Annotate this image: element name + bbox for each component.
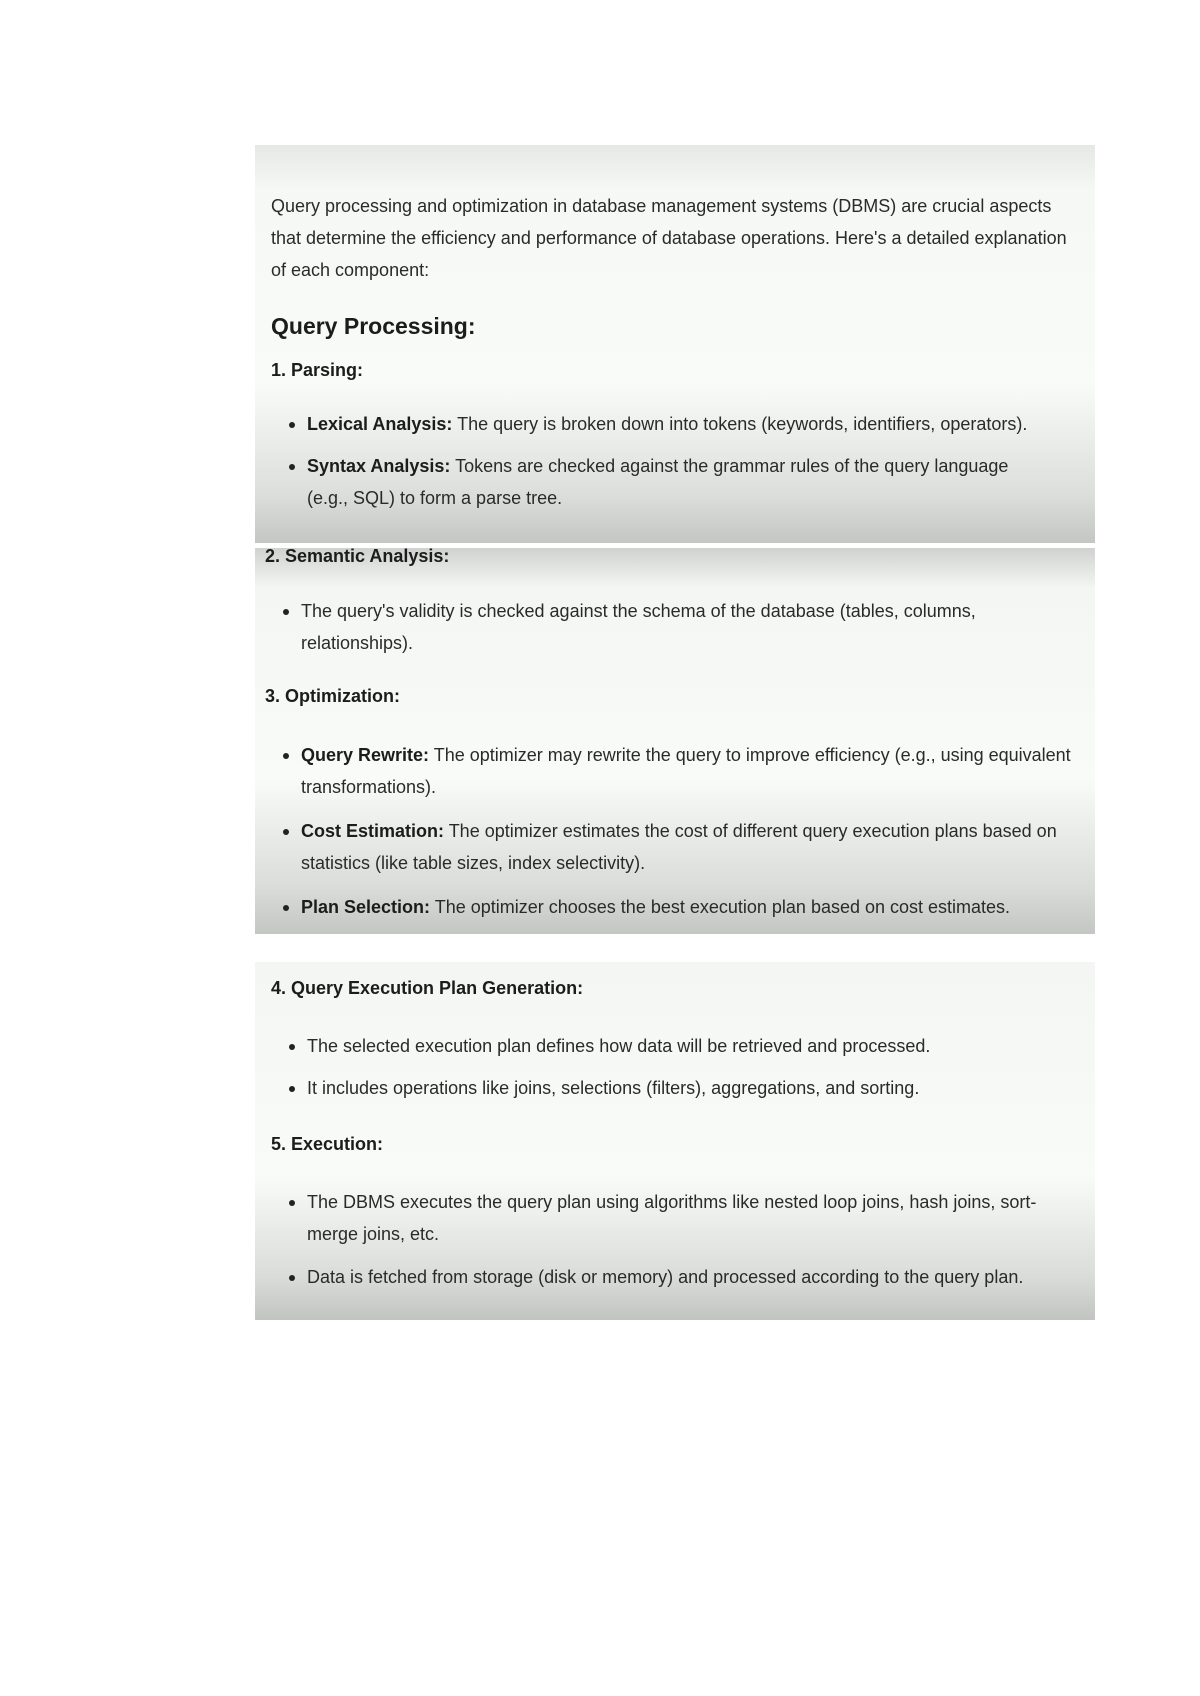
bullet-text: The selected execution plan defines how data will be retrieved and processed. — [307, 1036, 931, 1056]
bullet-term: Query Rewrite: — [301, 745, 430, 765]
list-item — [307, 1261, 1097, 1293]
section-heading: Query Processing: — [271, 313, 476, 339]
bullet-dot — [289, 422, 295, 428]
bullet-text: The optimizer may rewrite the query to improve efficiency (e.g., using equivalent transformations). — [301, 745, 1071, 797]
bullet-term: Plan Selection: — [301, 897, 431, 917]
step-title-plan-generation: 4. Query Execution Plan Generation: — [271, 978, 584, 998]
list-item — [307, 1030, 1087, 1062]
bullet-text: The query is broken down into tokens (keywords, identifiers, operators). — [452, 414, 1028, 434]
bullet-dot — [289, 1044, 295, 1050]
bullet-text: The DBMS executes the query plan using algorithms like nested loop joins, hash joins, sort-merge joins, etc. — [307, 1192, 1037, 1244]
bullet-text: It includes operations like joins, selections (filters), aggregations, and sorting. — [307, 1078, 920, 1098]
list-item — [307, 1186, 1067, 1250]
bullet-dot — [283, 609, 289, 615]
step-title-optimization: 3. Optimization: — [265, 686, 400, 706]
bullet-text: Tokens are checked against the grammar rules of the query language (e.g., SQL) to form a parse tree. — [307, 456, 1009, 508]
list-item — [301, 815, 1087, 879]
list-item — [301, 739, 1091, 803]
bullet-term: Cost Estimation: — [301, 821, 445, 841]
bullet-term: Syntax Analysis: — [307, 456, 451, 476]
bullet-dot — [289, 1086, 295, 1092]
intro-paragraph: Query processing and optimization in database management systems (DBMS) are crucial aspects that determine the efficiency and performance of database operations. Here's a detailed explanation of each component: — [271, 196, 1067, 280]
list-item — [307, 450, 1047, 514]
bullet-dot — [283, 905, 289, 911]
list-item — [307, 408, 1087, 440]
bullet-dot — [289, 1200, 295, 1206]
bullet-term: Lexical Analysis: — [307, 414, 453, 434]
list-item — [301, 595, 1021, 659]
step-title-execution: 5. Execution: — [271, 1134, 384, 1154]
step-title-semantic: 2. Semantic Analysis: — [265, 546, 450, 566]
screenshot-panel-1 — [255, 145, 1095, 543]
screenshot-panel-3 — [255, 962, 1095, 1320]
screenshot-panel-2 — [255, 548, 1095, 934]
bullet-dot — [289, 1275, 295, 1281]
bullet-text: The optimizer estimates the cost of different query execution plans based on statistics (like table sizes, index selectivity). — [301, 821, 1057, 873]
step-title-parsing: 1. Parsing: — [271, 360, 364, 380]
bullet-text: The query's validity is checked against the schema of the database (tables, columns, relationships). — [301, 601, 976, 653]
list-item — [301, 891, 1091, 923]
bullet-dot — [283, 753, 289, 759]
list-item — [307, 1072, 1087, 1104]
bullet-text: Data is fetched from storage (disk or memory) and processed according to the query plan. — [307, 1267, 1024, 1287]
bullet-dot — [283, 829, 289, 835]
bullet-dot — [289, 464, 295, 470]
bullet-text: The optimizer chooses the best execution plan based on cost estimates. — [430, 897, 1011, 917]
